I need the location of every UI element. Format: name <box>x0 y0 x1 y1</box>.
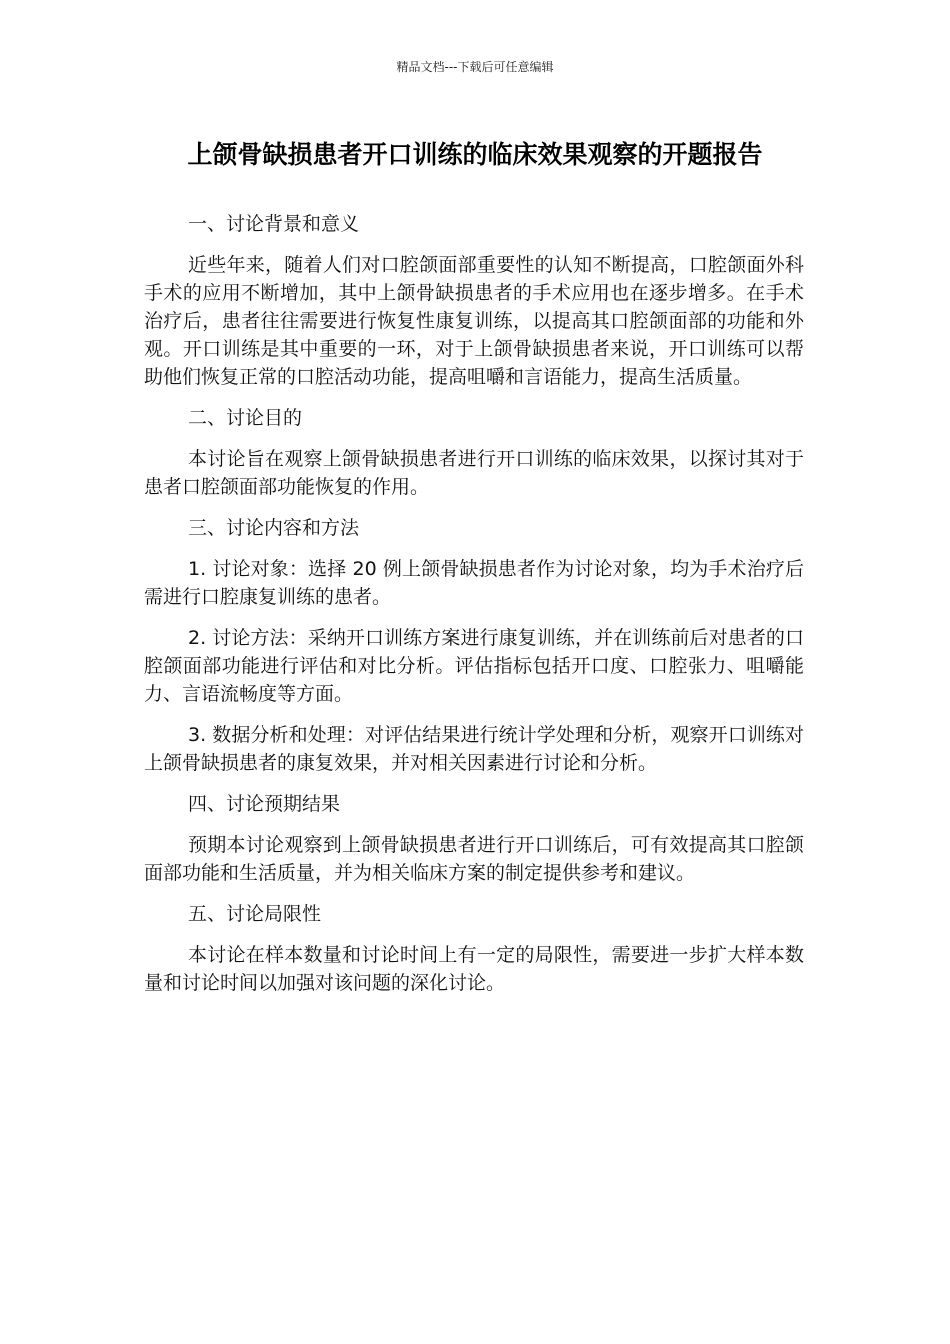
section-heading-purpose: 二、讨论目的 <box>188 407 303 429</box>
section-heading-background: 一、讨论背景和意义 <box>188 213 360 235</box>
document-title: 上颌骨缺损患者开口训练的临床效果观察的开题报告 <box>187 140 763 169</box>
paragraph-method-approach: 2. 讨论方法：采纳开口训练方案进行康复训练，并在训练前后对患者的口腔颌面部功能进行评估和对比分析。评估指标包括开口度、口腔张力、咀嚼能力、言语流畅度等方面。 <box>144 627 804 705</box>
paragraph-background: 近些年来，随着人们对口腔颌面部重要性的认知不断提高，口腔颌面外科手术的应用不断增加，其中上颌骨缺损患者的手术应用也在逐步增多。在手术治疗后，患者往往需要进行恢复性康复训练，以提高其口腔颌面部的功能和外观。开口训练是其中重要的一环，对于上颌骨缺损患者来说，开口训练可以帮助他们恢复正常的口腔活动功能，提高咀嚼和言语能力，提高生活质量。 <box>144 254 804 388</box>
section-heading-expected-results: 四、讨论预期结果 <box>188 793 341 815</box>
page-header: 精品文档---下载后可任意编辑 <box>396 60 554 74</box>
paragraph-limitations: 本讨论在样本数量和讨论时间上有一定的局限性，需要进一步扩大样本数量和讨论时间以加强对该问题的深化讨论。 <box>144 944 804 994</box>
paragraph-purpose: 本讨论旨在观察上颌骨缺损患者进行开口训练的临床效果，以探讨其对于患者口腔颌面部功能恢复的作用。 <box>144 448 804 498</box>
paragraph-expected-results: 预期本讨论观察到上颌骨缺损患者进行开口训练后，可有效提高其口腔颌面部功能和生活质量，并为相关临床方案的制定提供参考和建议。 <box>144 834 804 884</box>
paragraph-method-subjects: 1. 讨论对象：选择 20 例上颌骨缺损患者作为讨论对象，均为手术治疗后需进行口腔康复训练的患者。 <box>144 558 804 608</box>
section-heading-methods: 三、讨论内容和方法 <box>188 517 360 539</box>
paragraph-method-analysis: 3. 数据分析和处理：对评估结果进行统计学处理和分析，观察开口训练对上颌骨缺损患者的康复效果，并对相关因素进行讨论和分析。 <box>144 724 804 774</box>
document-body <box>144 210 804 1010</box>
section-heading-limitations: 五、讨论局限性 <box>188 903 322 925</box>
